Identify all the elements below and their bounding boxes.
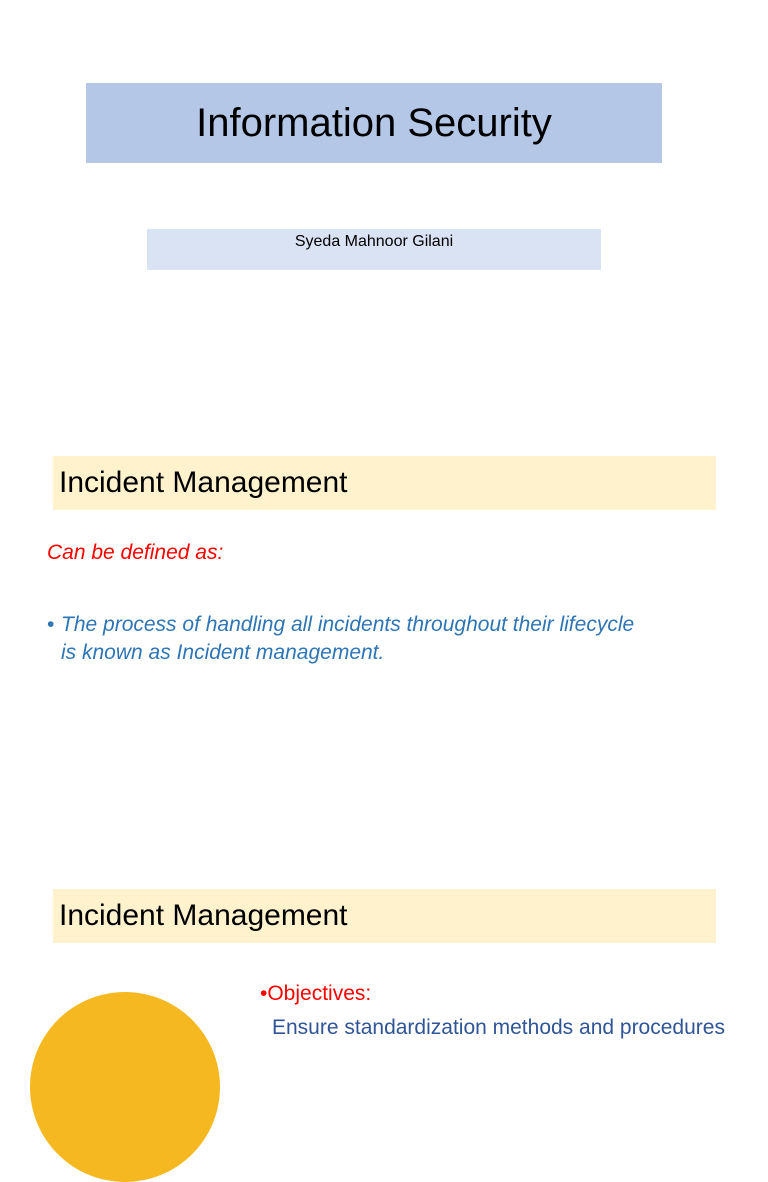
defined-as-label: Can be defined as:	[47, 541, 224, 564]
objectives-label: •Objectives:	[260, 982, 372, 1005]
slide-heading-incident-management-2: Incident Management	[53, 889, 716, 943]
slide-title: Information Security	[86, 83, 662, 163]
objective-item-text: Ensure standardization methods and procedures	[272, 1016, 725, 1039]
slide-heading-incident-management: Incident Management	[53, 456, 716, 510]
definition-text: The process of handling all incidents throughout their lifecycle is known as Incident management.	[61, 613, 635, 664]
definition-bullet-item	[47, 611, 647, 667]
bullet-glyph: •	[47, 613, 55, 636]
decorative-circle-graphic	[30, 992, 220, 1182]
author-name: Syeda Mahnoor Gilani	[147, 229, 601, 270]
